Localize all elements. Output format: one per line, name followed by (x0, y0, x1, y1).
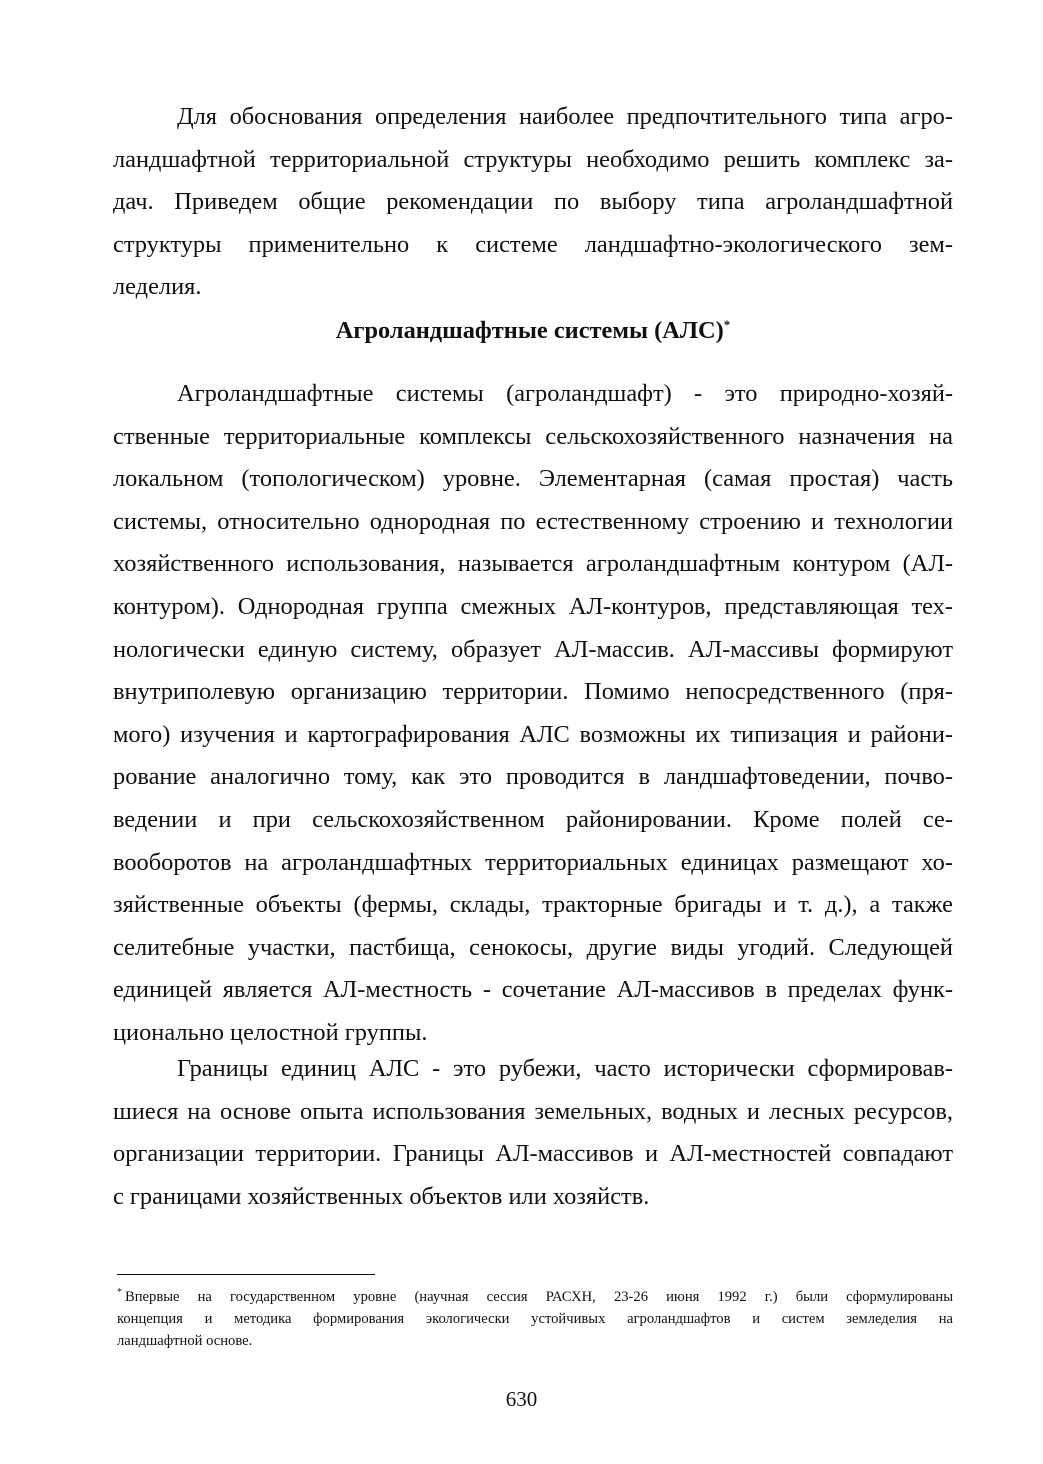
paragraph-line: хозяйственного использования, называется агроландшафтным контуром (АЛ- (113, 550, 953, 578)
paragraph-line: нологически единую систему, образует АЛ-массив. АЛ-массивы формируют (113, 635, 953, 663)
intro-line: ландшафтной территориальной структуры необходимо решить комплекс за- (113, 145, 953, 173)
paragraph-line: селитебные участки, пастбища, сенокосы, другие виды угодий. Следующей (113, 933, 953, 961)
intro-line: структуры применительно к системе ландшафтно-экологического зем- (113, 230, 953, 258)
paragraph-line: локальном (топологическом) уровне. Элементарная (самая простая) часть (113, 465, 953, 493)
paragraph-line: организации территории. Границы АЛ-массивов и АЛ-местностей совпадают (113, 1140, 953, 1168)
paragraph-line: ционально целостной группы. (113, 1018, 428, 1046)
footnote-line (117, 1286, 953, 1308)
paragraph-line: с границами хозяйственных объектов или хозяйств. (113, 1182, 650, 1210)
intro-line: дач. Приведем общие рекомендации по выбору типа агроландшафтной (113, 188, 953, 216)
footnote-divider (117, 1274, 375, 1275)
paragraph-line: шиеся на основе опыта использования земельных, водных и лесных ресурсов, (113, 1097, 953, 1125)
footnote (117, 1286, 953, 1352)
intro-paragraph (113, 96, 953, 309)
intro-line: Для обоснования определения наиболее предпочтительного типа агро- (177, 103, 953, 130)
paragraph-line: контуром). Однородная группа смежных АЛ-контуров, представляющая тех- (113, 592, 953, 620)
footnote-line: концепция и методика формирования экологически устойчивых агроландшафтов и систем земледелия на (117, 1311, 953, 1327)
definition-paragraph (113, 373, 953, 1055)
paragraph-line: ведении и при сельскохозяйственном районировании. Кроме полей се- (113, 805, 953, 833)
paragraph-line: зяйственные объекты (фермы, склады, тракторные бригады и т. д.), а также (113, 891, 953, 919)
paragraph-line: Границы единиц АЛС - это рубежи, часто исторически сформировав- (177, 1055, 953, 1082)
paragraph-line: системы, относительно однородная по естественному строению и технологии (113, 507, 953, 535)
paragraph-line: внутриполевую организацию территории. Помимо непосредственного (пря- (113, 678, 953, 706)
footnote-reference-mark: * (723, 316, 731, 332)
paragraph-line: мого) изучения и картографирования АЛС возможны их типизация и райони- (113, 720, 953, 748)
paragraph-line: ственные территориальные комплексы сельскохозяйственного назначения на (113, 422, 953, 450)
section-heading-text: Агроландшафтные системы (АЛС) (335, 317, 724, 344)
footnote-line-text: Впервые на государственном уровне (научная сессия РАСХН, 23-26 июня 1992 г.) были сформулированы (125, 1289, 953, 1305)
paragraph-line: вооборотов на агроландшафтных территориальных единицах размещают хо- (113, 848, 953, 876)
intro-line: леделия. (113, 273, 202, 301)
footnote-mark: * (117, 1287, 122, 1299)
page-number: 630 (505, 1387, 538, 1411)
section-heading (113, 310, 953, 352)
paragraph-line: единицей является АЛ-местность - сочетание АЛ-массивов в пределах функ- (113, 976, 953, 1004)
paragraph-line: рование аналогично тому, как это проводится в ландшафтоведении, почво- (113, 763, 953, 791)
paragraph-line: Агроландшафтные системы (агроландшафт) - это природно-хозяй- (177, 380, 953, 407)
footnote-line: ландшафтной основе. (117, 1333, 253, 1349)
boundaries-paragraph (113, 1048, 953, 1218)
